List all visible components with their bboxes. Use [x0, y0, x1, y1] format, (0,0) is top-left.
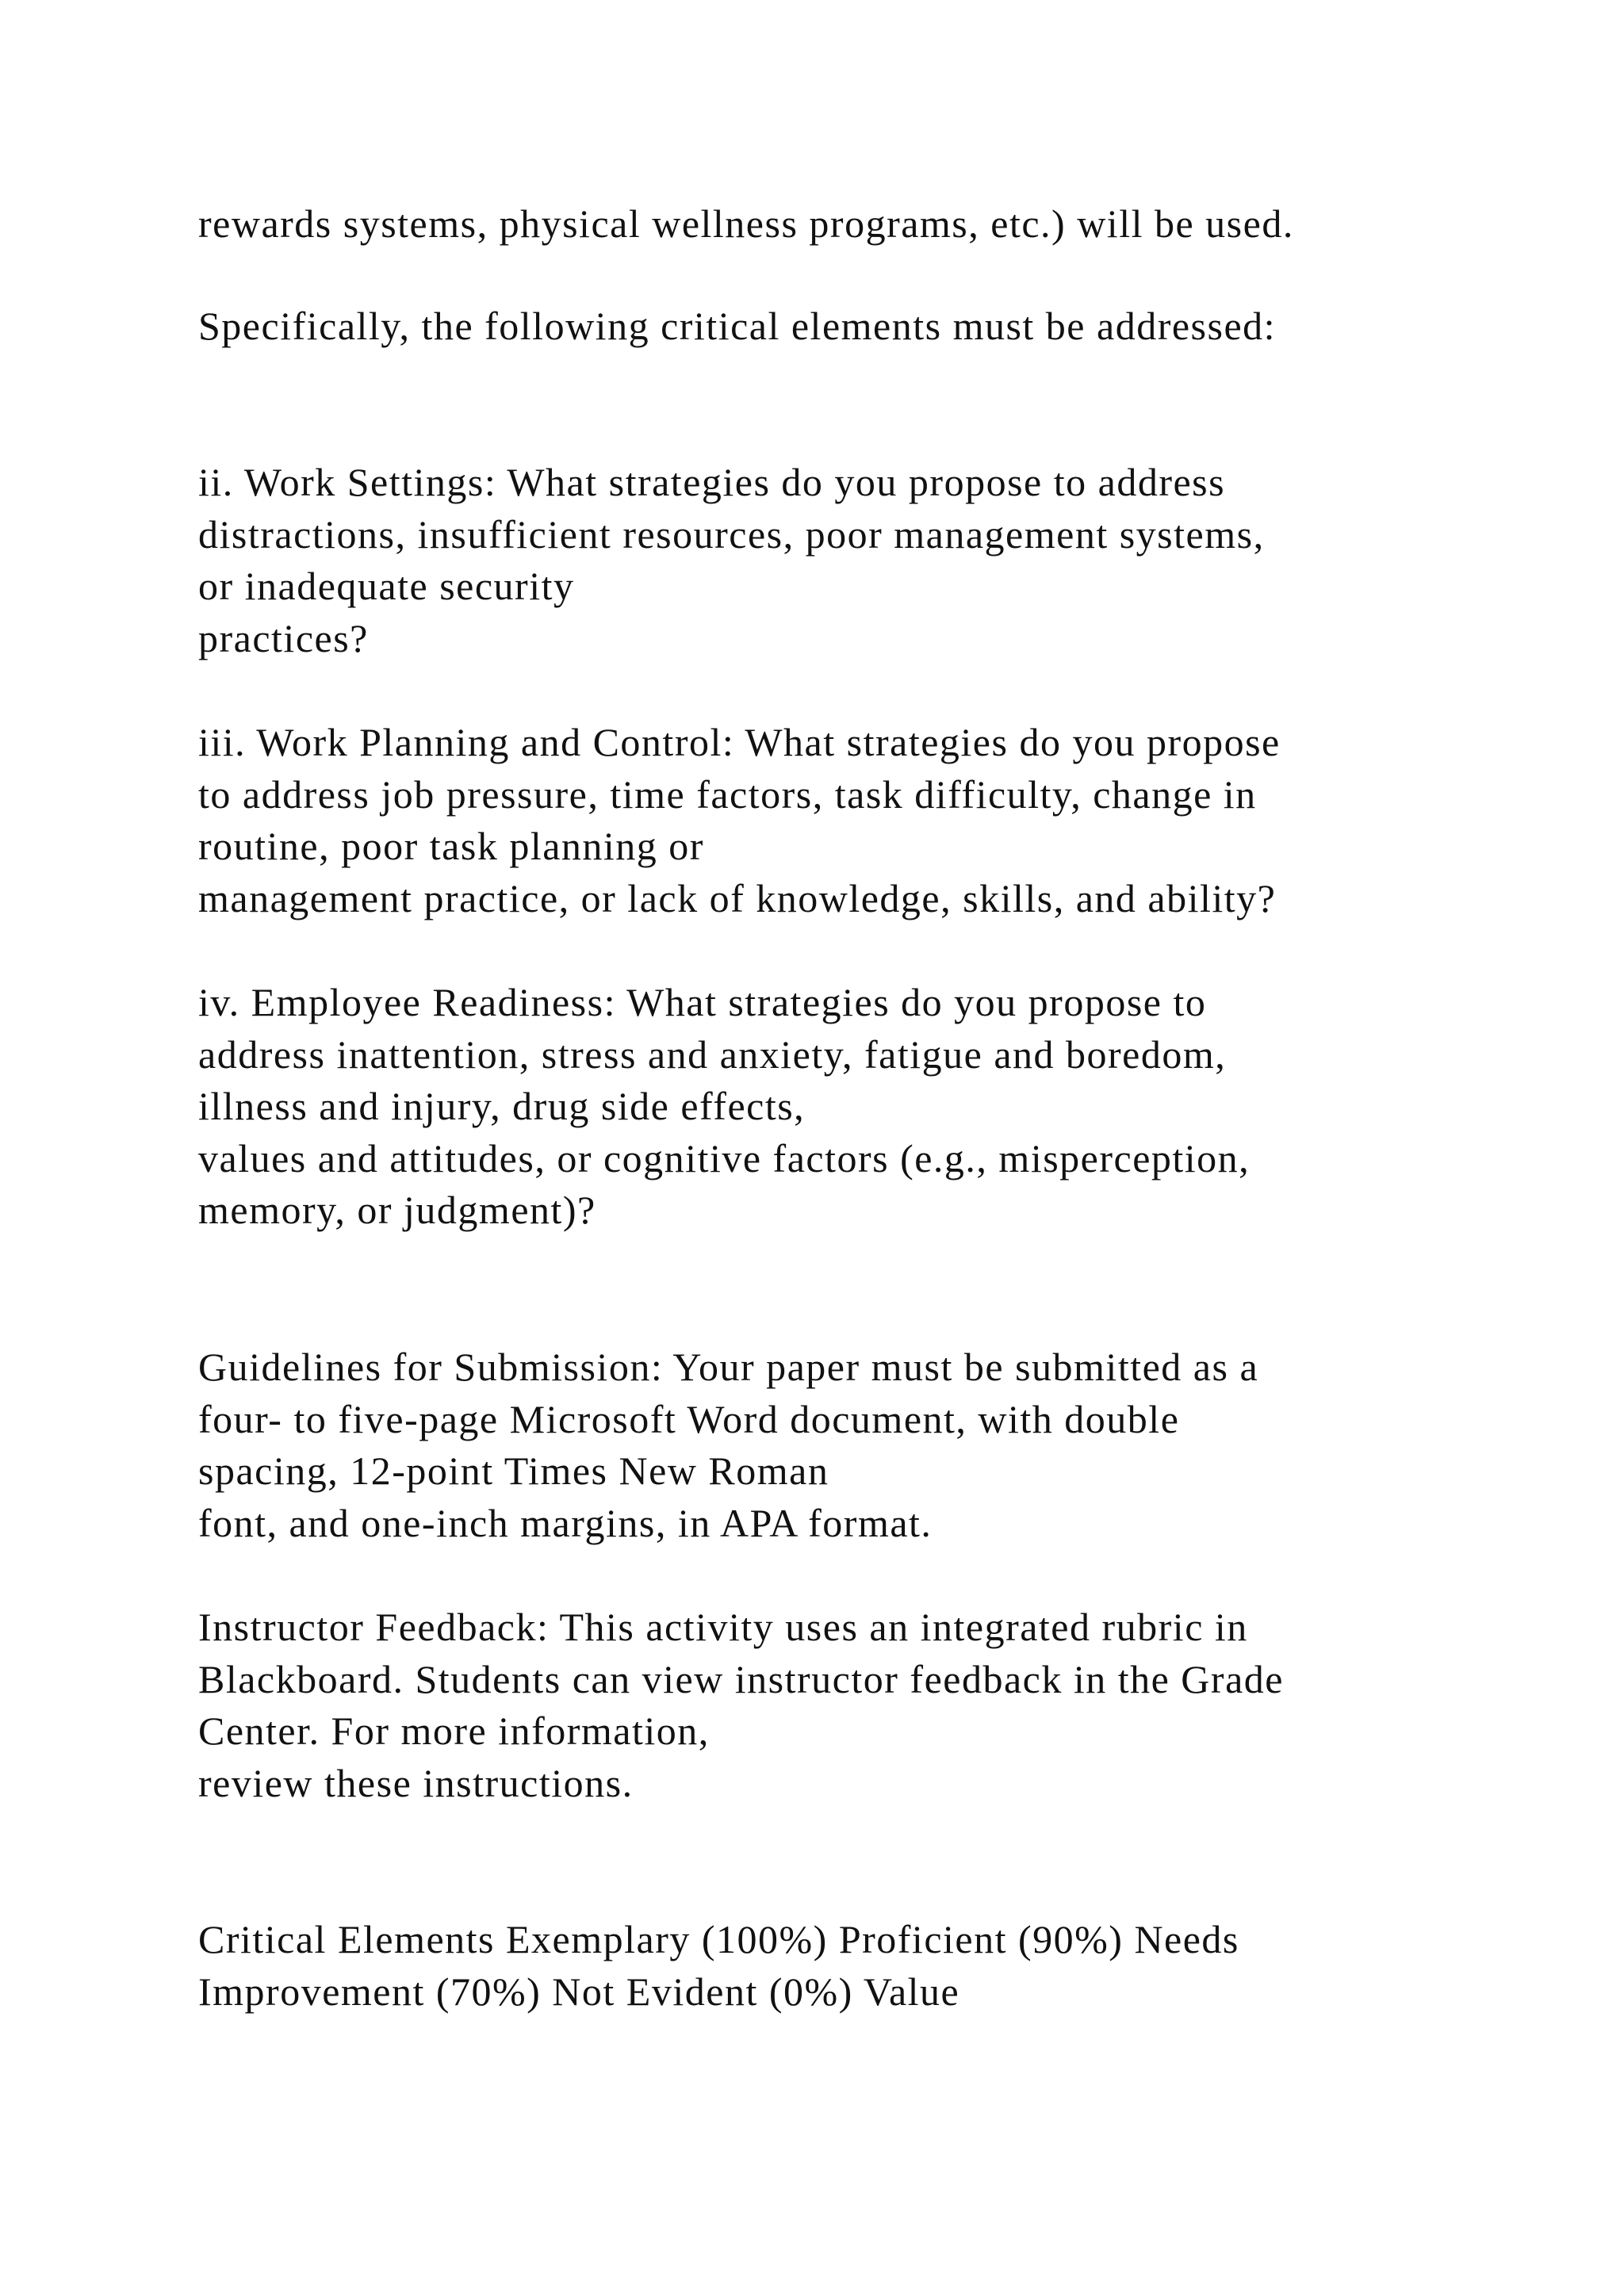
text-line: or inadequate security: [198, 564, 575, 609]
text-line: spacing, 12-point Times New Roman: [198, 1448, 829, 1494]
text-line: review these instructions.: [198, 1760, 634, 1805]
text-line: Critical Elements Exemplary (100%) Proficient (90%) Needs: [198, 1917, 1239, 1961]
text-line: rewards systems, physical wellness programs, etc.) will be used.: [198, 201, 1294, 246]
text-line: values and attitudes, or cognitive factors (e.g., misperception,: [198, 1135, 1251, 1181]
paragraph-instructor-feedback: [198, 1601, 1505, 1809]
text-line: font, and one-inch margins, in APA format.: [198, 1500, 933, 1545]
text-line: distractions, insufficient resources, poor management systems,: [198, 511, 1265, 557]
text-line: address inattention, stress and anxiety, fatigue and boredom,: [198, 1031, 1227, 1077]
text-line: memory, or judgment)?: [198, 1188, 596, 1233]
text-line: Specifically, the following critical elements must be addressed:: [198, 304, 1277, 348]
text-line: management practice, or lack of knowledge, skills, and ability?: [198, 875, 1277, 920]
paragraph-guidelines-submission: [198, 1341, 1505, 1549]
text-line: ii. Work Settings: What strategies do you propose to address: [198, 460, 1226, 504]
text-line: Improvement (70%) Not Evident (0%) Value: [198, 1969, 960, 2014]
text-line: Center. For more information,: [198, 1709, 710, 1754]
paragraph-rubric-header: [198, 1914, 1505, 2018]
paragraph-employee-readiness: [198, 977, 1505, 1237]
paragraph-critical-elements-intro: [198, 300, 1505, 353]
text-line: to address job pressure, time factors, task difficulty, change in: [198, 771, 1257, 817]
text-line: iii. Work Planning and Control: What strategies do you propose: [198, 720, 1281, 764]
paragraph-rewards-systems: [198, 198, 1505, 251]
paragraph-work-planning-control: [198, 717, 1505, 924]
text-line: routine, poor task planning or: [198, 824, 704, 869]
text-line: Blackboard. Students can view instructor feedback in the Grade: [198, 1656, 1284, 1701]
text-line: four- to five-page Microsoft Word document, with double: [198, 1396, 1180, 1441]
paragraph-work-settings: [198, 457, 1505, 664]
text-line: iv. Employee Readiness: What strategies do you propose to: [198, 980, 1207, 1024]
text-line: illness and injury, drug side effects,: [198, 1084, 806, 1129]
text-line: Instructor Feedback: This activity uses an integrated rubric in: [198, 1605, 1248, 1649]
text-line: practices?: [198, 615, 369, 660]
text-line: Guidelines for Submission: Your paper must be submitted as a: [198, 1345, 1259, 1389]
